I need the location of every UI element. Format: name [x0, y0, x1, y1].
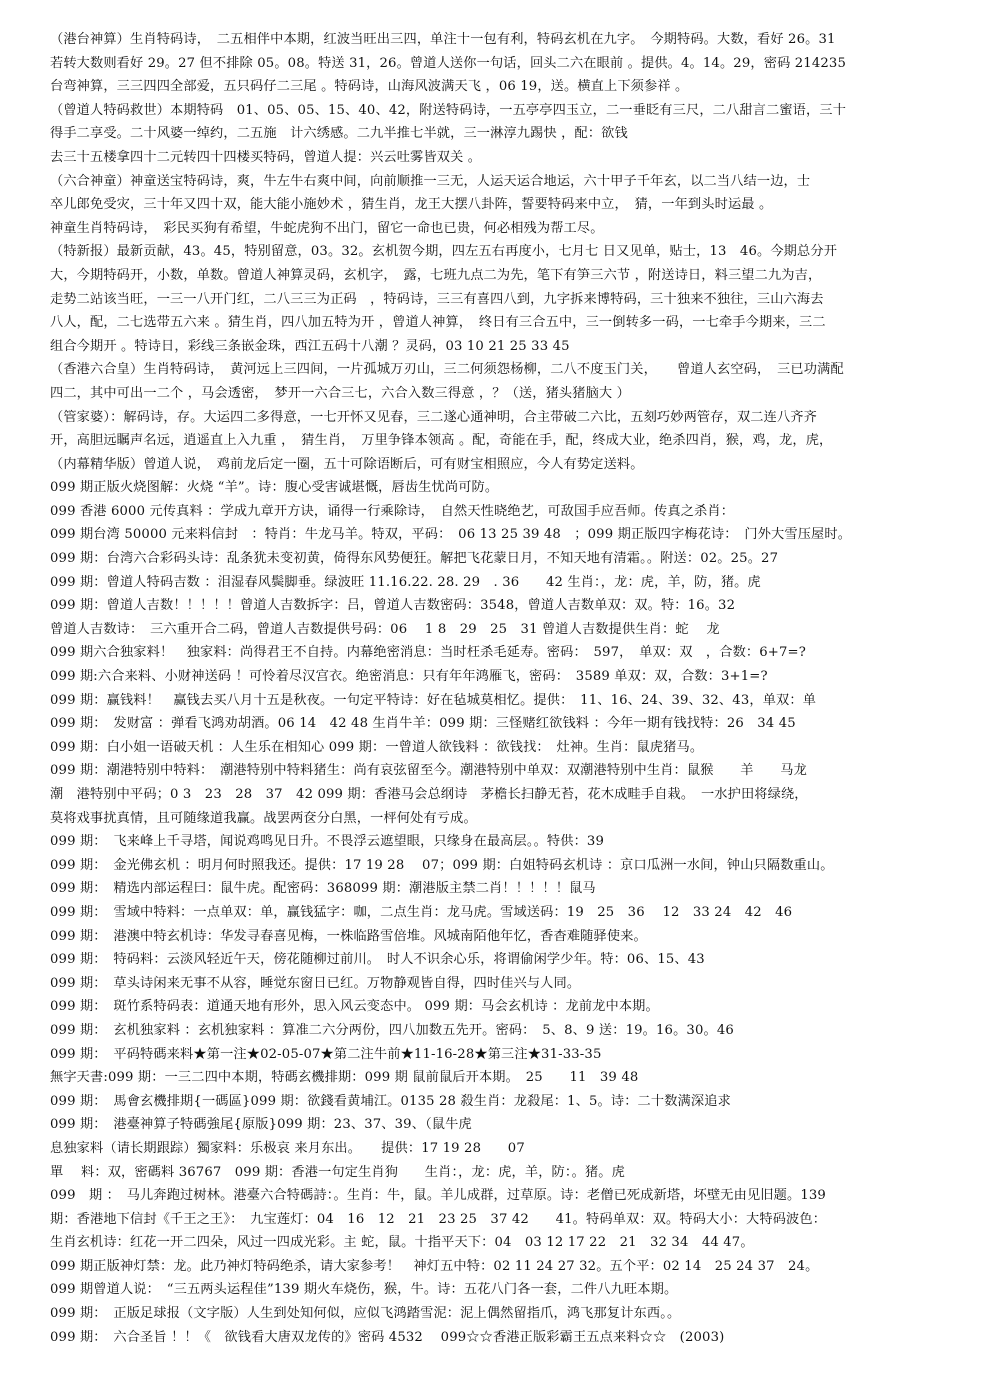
text-line: 099 期六合独家料！ 独家料：尚得君王不自持。内幕绝密消息：当时枉杀毛延寿。密码： 597， 单双：双 ，合数：6+7=? — [50, 645, 806, 661]
text-line: 099 期： 平码特碼来料★第一注★02-05-07★第二注牛前★11-16-28★第三注★31-33-35 — [50, 1046, 602, 1062]
text-line: 若转大数则看好 29。27 但不排除 05。08。特送 31，26。曾道人送你一句话，回头二六在眼前 。提供。4。14。29，密码 214235 — [50, 55, 846, 71]
text-line: （内幕精华版）曾道人说， 鸡前龙后定一圈，五十可除语断后，可有财宝相照应，今人有势定送料。 — [50, 456, 644, 472]
text-line: 099 期： 港臺神算子特碼強尾{原版}099 期：23、37、39、（鼠牛虎 — [50, 1117, 472, 1133]
text-line: 099 期： 金光佛玄机 ：明月何时照我还。提供：17 19 28 07；099 期：白姐特码玄机诗 ：京口瓜洲一水间，钟山只隔数重山。 — [50, 857, 834, 873]
text-line: 099 期：白小姐一语破天机 ：人生乐在相知心 099 期：一曾道人欲钱料 ：欲钱找： 灶神。生肖：鼠虎猪马。 — [50, 739, 704, 755]
text-line: 099 期： 正版足球报（文字版）人生到处知何似，应似飞鸿踏雪泥：泥上偶然留指爪，鸿飞那复计东西。。 — [50, 1306, 681, 1322]
text-line: 四二，其中可出一二个 ，马会透密， 梦开一六合三七，六合入数三得意 ，？（送，猪头猪脑大 ） — [50, 385, 630, 401]
text-line: （特新报）最新贡献，43。45，特别留意，03。32。玄机贺今期，四左五右再度小，七月七 日又见单，贴士，13 46。今期总分开 — [50, 244, 838, 260]
text-line: （香港六合皇）生肖特码诗， 黄河远上三四间，一片孤城万刃山，三二何须怨杨柳，二八不度玉门关， 曾道人玄空码， 三已功满配 — [50, 362, 844, 378]
text-line: 099 期： 飞来峰上千寻塔，闻说鸡鸣见日升。不畏浮云遮望眼，只缘身在最高层。。特供：39 — [50, 834, 605, 850]
text-line: 099 期： 斑竹系特码表：道通天地有形外，思入风云变态中。 099 期：马会玄机诗 ：龙前龙中本期。 — [50, 999, 659, 1015]
text-line: 099 期： 六合圣旨 ！！《 欲钱看大唐双龙传的》密码 4532 099☆☆香港正版彩霸王五点来料☆☆ (2003) — [50, 1329, 725, 1345]
text-line: 莫将戏事扰真情，且可随缘道我赢。战罢两奁分白黑，一枰何处有亏成。 — [50, 810, 477, 826]
text-line: 099 期：曾道人特码吉数 ：泪湿春风鬓脚垂。绿波旺 11.16.22. 28. 29 . 36 42 生肖：，龙：虎，羊，防，猪。虎 — [50, 574, 761, 590]
text-line: 大，今期特码开，小数，单数。曾道人神算灵码，玄机字， 露，七班九点二为先，笔下有笋三六节 ，附送诗日，料三望二九为吉， — [50, 267, 822, 283]
text-line: 099 期： 港澳中特玄机诗：华发寻春喜见梅，一株临路雪倍堆。风城南陌他年忆，香杳难随驿使来。 — [50, 928, 647, 944]
text-line: 099 期 ： 马儿奔跑过树林。港臺六合特碼詩：。生肖：牛，鼠。羊儿成群，过草原。诗：老僧已死成新塔，坏壁无由见旧题。139 — [50, 1188, 826, 1204]
text-line: 息独家料（请长期跟踪）獨家料：乐极哀 来月东出。 提供：17 19 28 07 — [50, 1140, 525, 1156]
text-line: 台弯神算，三三四四全部爱，五只码仔二三尾 。特码诗，山海风波满天飞 ，06 19，送。横直上下须参祥 。 — [50, 79, 689, 95]
text-line: 走势二站该当旺，一三一八开门红，二八三三为正码 ，特码诗，三三有喜四八到，九字拆来博特码，三十独来不独往，三山六海去 — [50, 291, 824, 307]
text-line: 卒儿郎免受灾，三十年又四十双，能大能小施妙术 ，猜生肖，龙王大摆八卦阵，誓要特码来中立， 猜，一年到头时运最 。 — [50, 197, 773, 213]
text-line: 099 期正版神灯禁：龙。此乃神灯特码绝杀，请大家参考！ 神灯五中特：02 11 24 27 32。五个平：02 14 25 24 37 24。 — [50, 1258, 819, 1274]
text-line: （曾道人特码救世）本期特码 01、05、05、15、40、42，附送特码诗，一五亭亭四玉立，二一垂眨有三尺，二八甜言二蜜语，三十 — [50, 102, 847, 118]
text-line: 曾道人吉数诗： 三六重开合二码，曾道人吉数提供号码：06 1 8 29 25 31 曾道人吉数提供生肖：蛇 龙 — [50, 621, 720, 637]
text-line: 099 期台湾 50000 元来料信封 ：特肖：牛龙马羊。特双，平码： 06 13 25 39 48 ；099 期正版四字梅花诗： 门外大雪压屋时。 — [50, 527, 852, 543]
text-line: 099 期： 玄机独家料 ：玄机独家料 ：算准二六分两份，四八加数五先开。密码： 5、8、9 送：19。16。30。46 — [50, 1022, 734, 1038]
text-line: 099 期： 雪域中特料：一点单双：单，赢钱猛字：咖，二点生肖：龙马虎。雪域送码：19 25 36 12 33 24 42 46 — [50, 904, 793, 920]
text-line: 生肖玄机诗：红花一开二四朵，风过一四成光彩。主 蛇，鼠。十指平天下：04 03 12 17 22 21 32 34 44 47。 — [50, 1235, 754, 1251]
text-line: 099 期:六合来料、小财神送码 ！可怜着尽汉宫衣。绝密消息：只有年年鸿雁飞，密码： 3589 单双：双，合数：3+1=? — [50, 669, 768, 685]
text-line: 099 期： 精选内部运程曰：鼠牛虎。配密码：368099 期：潮港版主禁二肖！！！！！鼠马 — [50, 881, 596, 897]
text-line: 去三十五楼拿四十二元转四十四楼买特码，曾道人提：兴云吐雾皆双关 。 — [50, 149, 482, 165]
text-line: （六合神童）神童送宝特码诗，爽，牛左牛右爽中间，向前顺推一三无，人运天运合地运，六十甲子千年玄，以二当八结一边，士 — [50, 173, 811, 189]
text-line: 组合今期开 。特诗日，彩线三条嵌金珠，西江五码十八潮 ？灵码，03 10 21 25 33 45 — [50, 338, 570, 354]
text-line: （港台神算）生肖特码诗， 二五相伴中本期，红波当旺出三四，单注十一包有利，特码玄机在九字。 今期特码。大数，看好 26。31 — [50, 32, 836, 47]
text-line: 八人，配，二七选带五六来 。猜生肖，四八加五特为开 ，曾道人神算， 终日有三合五中，三一倒转多一码，一七牵手今期来，三二 — [50, 315, 826, 331]
text-line: 099 期：台湾六合彩码头诗：乱条犹未变初黄，倚得东风势便狂。解把飞花蒙日月，不知天地有清霜。。附送：02。25。27 — [50, 551, 779, 567]
text-line: （管家婆）：解码诗，存。大运四二多得意，一七开怀又见春，三二遂心通神明，合主带破二六比，五刻巧妙两管存，双二连八齐齐 — [50, 409, 817, 425]
text-line: 099 期： 发财富 ：弹看飞鸿劝胡酒。06 14 42 48 生肖牛羊：099 期：三怪赌红欲钱料 ：今年一期有钱找特：26 34 45 — [50, 716, 796, 732]
text-line: 期：香港地下信封《千王之王》： 九宝莲灯：04 16 12 21 23 25 37 42 41。特码单双：双。特码大小：大特码波色： — [50, 1211, 827, 1227]
text-line: 099 期：曾道人吉数！！！！！曾道人吉数拆字：吕，曾道人吉数密码：3548，曾道人吉数单双：双。特：16。32 — [50, 598, 736, 614]
text-line: 099 期： 草头诗闲来无事不从容，睡觉东窗日已红。万物静观皆自得，四时佳兴与人同。 — [50, 975, 581, 991]
text-line: 099 期： 馬會玄機排期{一碼區}099 期：欲錢看黄埔江。0135 28 殺生肖：龙殺尾：1、5。诗：二十数满深追求 — [50, 1093, 731, 1109]
text-line: 099 期：潮港特别中特料： 潮港特别中特料猪生：尚有哀弦留至今。潮港特别中单双：双潮港特别中生肖：鼠猴 羊 马龙 — [50, 763, 807, 779]
text-line: 099 期曾道人说： “三五两头运程佳”139 期火车烧伤，猴，牛。诗：五花八门各一套，二件八九旺本期。 — [50, 1282, 678, 1298]
text-line: 單 料：双，密碼料 36767 099 期：香港一句定生肖狗 生肖：，龙：虎，羊，防：。猪。虎 — [50, 1164, 625, 1180]
text-line: 开，高胆远瞩声名远，逍遥直上入九重 ， 猜生肖， 万里争锋本领高 。配，奇能在手，配，终成大业，绝杀四肖，猴，鸡，龙，虎， — [50, 433, 833, 449]
text-line: 神童生肖特码诗， 彩民买狗有希望，牛蛇虎狗不出门，留它一命也已贵，何必相残为帮工尽。 — [50, 220, 604, 236]
text-line: 得手二享受。二十风婆一绰约，二五施 计六绣感。二九半推七半就，三一淋淳九踢快 ，配：欲钱 — [50, 126, 628, 142]
text-line: 無字天書:099 期：一三二四中本期，特碼玄機排期：099 期 鼠前鼠后开本期。 25 11 39 48 — [50, 1070, 639, 1086]
text-line: 099 期正版火烧图解：火烧 “羊”。诗：腹心受害诚堪慨，唇齿生忧尚可防。 — [50, 480, 499, 496]
text-line: 潮 港特别中平码；0 3 23 28 37 42 099 期：香港马会总纲诗 茅檐长扫静无苔，花木成畦手自栽。 一水护田将绿绕， — [50, 787, 808, 802]
text-line: 099 期： 特码料：云淡风轻近午天，傍花随柳过前川。 时人不识余心乐，将谓偷闲学少年。特：06、15、43 — [50, 952, 705, 968]
text-line: 099 期：赢钱料！ 赢钱去买八月十五是秋夜。一句定平特诗：好在毡城莫相忆。提供： 11、16、24、39、32、43，单双：单 — [50, 692, 817, 708]
text-line: 099 香港 6000 元传真料 ：学成九章开方诀，诵得一行乘除诗， 自然天性晓绝艺，可敌国手应吾师。传真之杀肖： — [50, 503, 735, 519]
